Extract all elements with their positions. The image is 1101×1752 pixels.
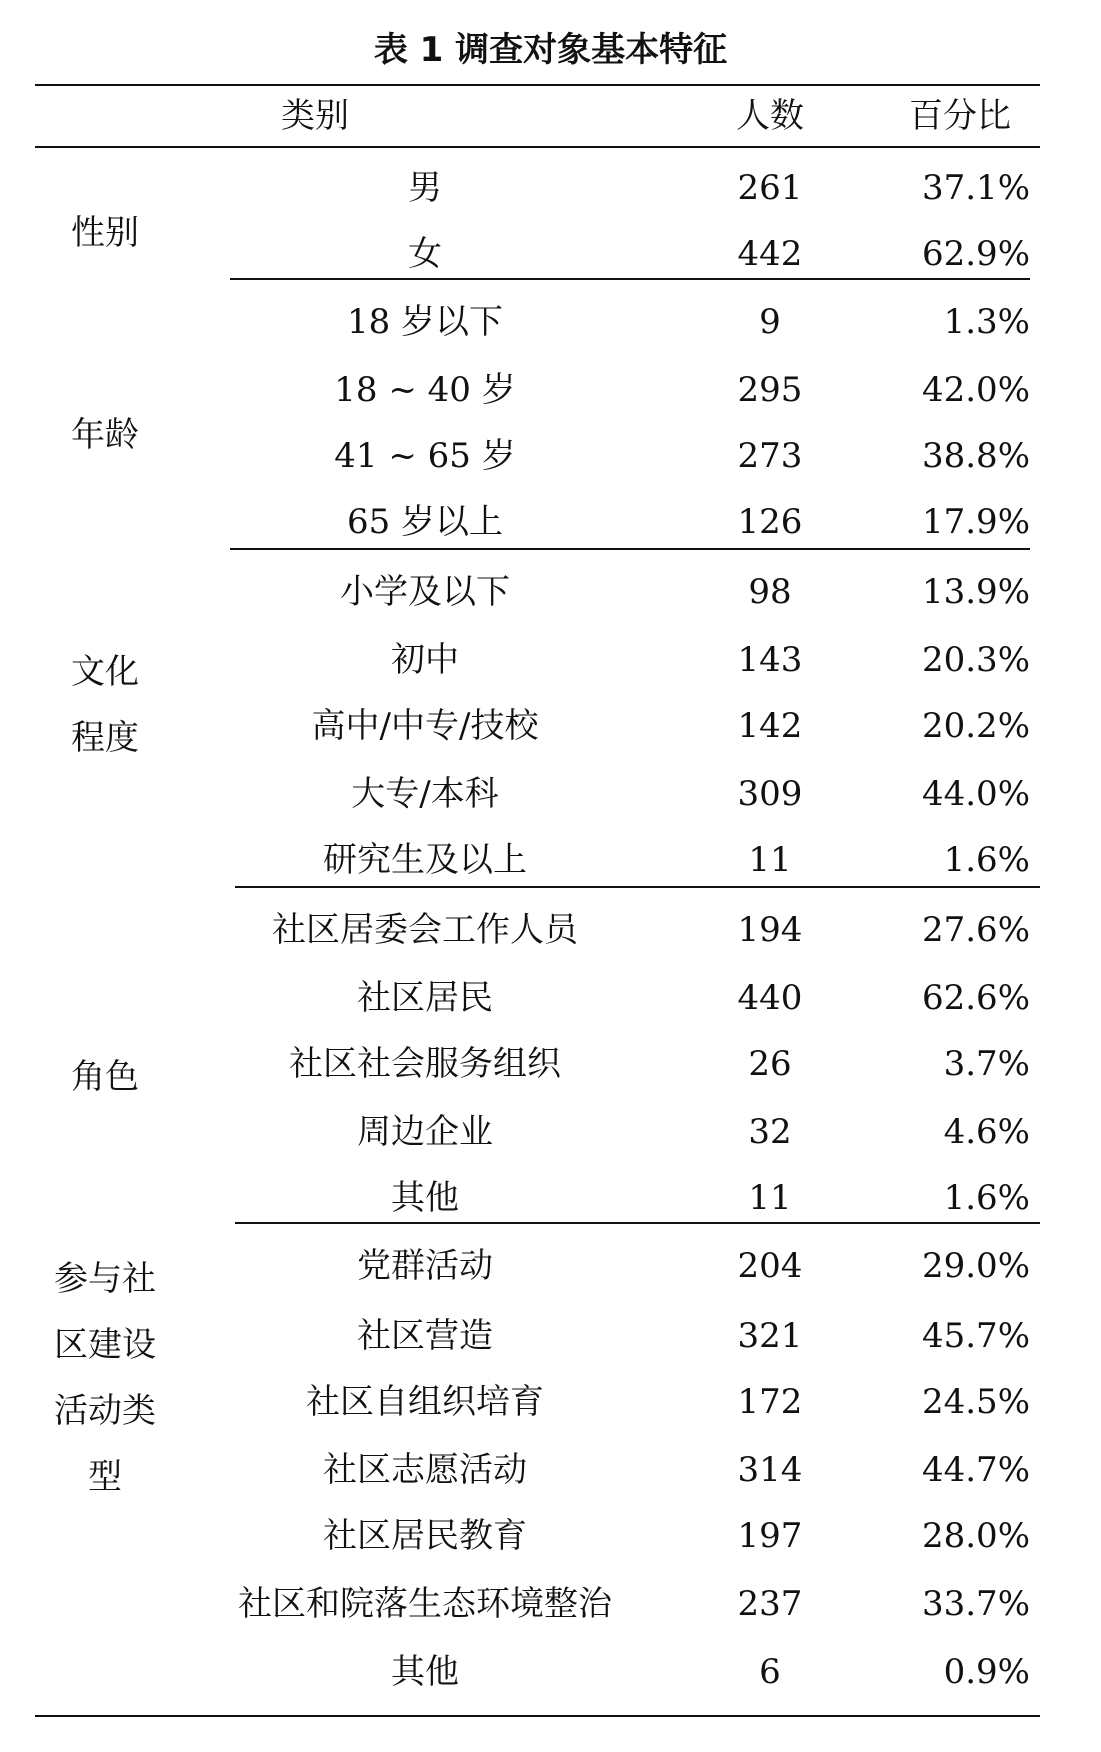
row-percent: 20.2% xyxy=(921,706,1030,746)
row-count: 321 xyxy=(737,1316,803,1356)
row-count: 261 xyxy=(737,168,803,208)
row-count: 194 xyxy=(737,910,803,950)
row-count: 9 xyxy=(759,302,781,342)
group-label xyxy=(25,1246,185,1510)
row-category: 社区社会服务组织 xyxy=(289,1044,561,1084)
row-category: 男 xyxy=(408,168,442,208)
row-percent: 0.9% xyxy=(943,1652,1030,1692)
row-percent: 62.9% xyxy=(921,234,1030,274)
group-label xyxy=(25,200,185,266)
row-count: 314 xyxy=(737,1450,803,1490)
group-label-line: 程度 xyxy=(71,718,139,758)
group-divider xyxy=(235,886,1040,888)
row-category: 18 ~ 40 岁 xyxy=(334,370,516,410)
row-category: 社区居民教育 xyxy=(323,1516,527,1556)
group-label-line: 参与社 xyxy=(54,1259,156,1299)
row-count: 204 xyxy=(737,1246,803,1286)
group-label-line: 年龄 xyxy=(71,415,139,455)
row-count: 6 xyxy=(759,1652,781,1692)
row-category: 其他 xyxy=(391,1652,459,1692)
row-percent: 13.9% xyxy=(921,572,1030,612)
row-category: 18 岁以下 xyxy=(346,302,504,342)
row-category: 大专/本科 xyxy=(351,774,499,814)
row-count: 11 xyxy=(748,1178,792,1218)
group-divider xyxy=(235,1222,1040,1224)
row-count: 440 xyxy=(737,978,803,1018)
row-percent: 28.0% xyxy=(921,1516,1030,1556)
row-category: 社区居委会工作人员 xyxy=(272,910,578,950)
row-percent: 29.0% xyxy=(921,1246,1030,1286)
row-percent: 17.9% xyxy=(921,502,1030,542)
row-percent: 4.6% xyxy=(943,1112,1030,1152)
row-count: 295 xyxy=(737,370,803,410)
group-label xyxy=(25,402,185,468)
row-percent: 44.0% xyxy=(921,774,1030,814)
table-title: 表 1 调查对象基本特征 xyxy=(373,30,728,70)
row-percent: 1.3% xyxy=(943,302,1030,342)
header-category: 类别 xyxy=(281,96,349,136)
group-label-line: 活动类 xyxy=(54,1391,156,1431)
row-count: 98 xyxy=(748,572,792,612)
row-count: 142 xyxy=(737,706,803,746)
row-percent: 38.8% xyxy=(921,436,1030,476)
row-count: 11 xyxy=(748,840,792,880)
row-category: 党群活动 xyxy=(357,1246,493,1286)
row-category: 小学及以下 xyxy=(340,572,510,612)
row-count: 126 xyxy=(737,502,803,542)
header-percent: 百分比 xyxy=(909,96,1011,136)
header-rule xyxy=(35,146,1040,148)
row-category: 社区营造 xyxy=(357,1316,493,1356)
row-count: 143 xyxy=(737,640,803,680)
group-label-line: 角色 xyxy=(71,1057,139,1097)
header-count: 人数 xyxy=(736,96,804,136)
group-divider xyxy=(230,278,1030,280)
row-category: 高中/中专/技校 xyxy=(311,706,539,746)
row-percent: 42.0% xyxy=(921,370,1030,410)
row-percent: 24.5% xyxy=(921,1382,1030,1422)
group-divider xyxy=(230,548,1030,550)
group-label xyxy=(25,1044,185,1110)
top-rule xyxy=(35,84,1040,86)
row-count: 32 xyxy=(748,1112,792,1152)
row-category: 其他 xyxy=(391,1178,459,1218)
group-label-line: 性别 xyxy=(71,213,139,253)
row-category: 社区居民 xyxy=(357,978,493,1018)
row-count: 172 xyxy=(737,1382,803,1422)
row-percent: 20.3% xyxy=(921,640,1030,680)
row-percent: 27.6% xyxy=(921,910,1030,950)
row-count: 26 xyxy=(748,1044,792,1084)
row-count: 273 xyxy=(737,436,803,476)
row-count: 197 xyxy=(737,1516,803,1556)
row-category: 社区和院落生态环境整治 xyxy=(238,1584,612,1624)
bottom-rule xyxy=(35,1715,1040,1717)
row-category: 社区自组织培育 xyxy=(306,1382,544,1422)
row-count: 442 xyxy=(737,234,803,274)
row-percent: 33.7% xyxy=(921,1584,1030,1624)
row-category: 研究生及以上 xyxy=(323,840,527,880)
group-label-line: 区建设 xyxy=(54,1325,156,1365)
row-count: 237 xyxy=(737,1584,803,1624)
row-category: 社区志愿活动 xyxy=(323,1450,527,1490)
row-category: 初中 xyxy=(391,640,459,680)
row-count: 309 xyxy=(737,774,803,814)
row-percent: 62.6% xyxy=(921,978,1030,1018)
row-category: 周边企业 xyxy=(357,1112,493,1152)
row-percent: 1.6% xyxy=(943,1178,1030,1218)
group-label-line: 型 xyxy=(88,1457,122,1497)
group-label xyxy=(25,639,185,771)
row-percent: 37.1% xyxy=(921,168,1030,208)
row-percent: 44.7% xyxy=(921,1450,1030,1490)
group-label-line: 文化 xyxy=(71,652,139,692)
row-percent: 45.7% xyxy=(921,1316,1030,1356)
row-percent: 3.7% xyxy=(943,1044,1030,1084)
row-percent: 1.6% xyxy=(943,840,1030,880)
row-category: 65 岁以上 xyxy=(346,502,504,542)
row-category: 41 ~ 65 岁 xyxy=(334,436,516,476)
row-category: 女 xyxy=(408,234,442,274)
